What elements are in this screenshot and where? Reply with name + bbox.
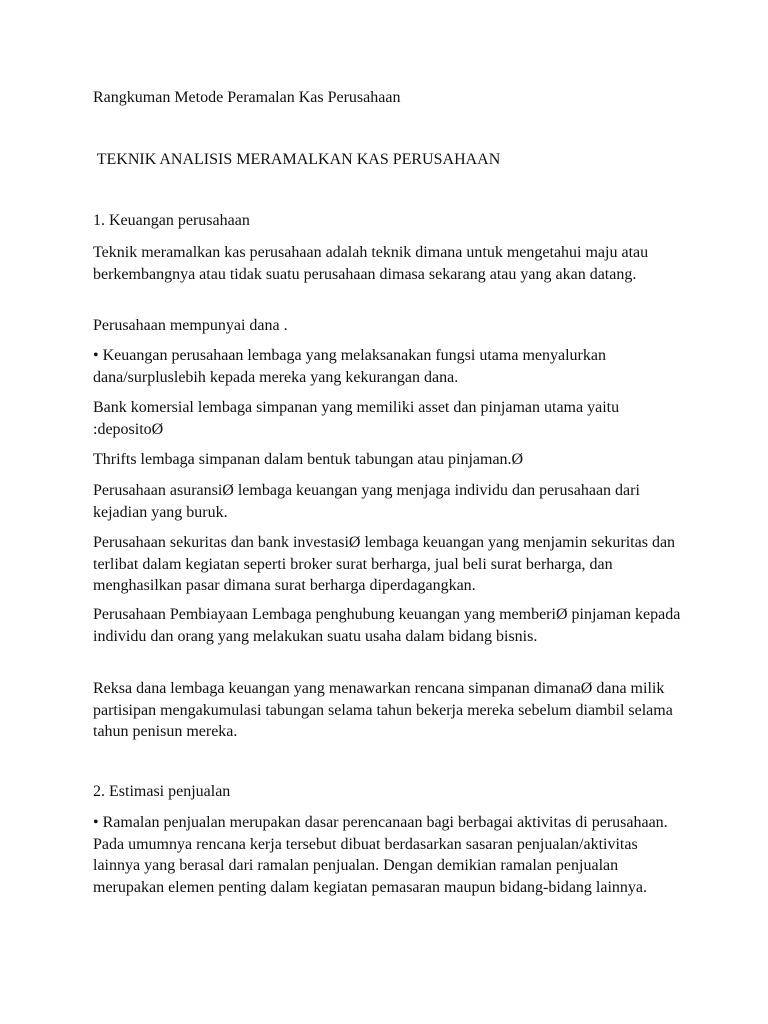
paragraph: Perusahaan mempunyai dana . xyxy=(93,317,288,334)
list-item: Perusahaan sekuritas dan bank investasiØ lembaga keuangan yang menjamin sekuritas dan terlibat dalam kegiatan seperti broker surat berharga, jual beli surat berharga, dan menghasilkan pasar dimana surat berharga diperdagangkan. xyxy=(93,534,676,594)
list-item: Perusahaan Pembiayaan Lembaga penghubung keuangan yang memberiØ pinjaman kepada individu dan orang yang melakukan suatu usaha dalam bidang bisnis. xyxy=(93,606,681,645)
section-heading: TEKNIK ANALISIS MERAMALKAN KAS PERUSAHAAN xyxy=(93,151,501,168)
list-item: Thrifts lembaga simpanan dalam bentuk tabungan atau pinjaman.Ø xyxy=(93,451,524,468)
list-item: Reksa dana lembaga keuangan yang menawarkan rencana simpanan dimanaØ dana milik partisipan mengakumulasi tabungan selama tahun bekerja mereka sebelum diambil selama tahun penisun mereka. xyxy=(93,680,673,740)
paragraph: Teknik meramalkan kas perusahaan adalah teknik dimana untuk mengetahui maju atau berkembangnya atau tidak suatu perusahaan dimasa sekarang atau yang akan datang. xyxy=(93,244,649,283)
section-2-title: 2. Estimasi penjualan xyxy=(93,783,231,800)
section-1-title: 1. Keuangan perusahaan xyxy=(93,212,250,229)
bullet-paragraph: • Keuangan perusahaan lembaga yang melaksanakan fungsi utama menyalurkan dana/surpluslebih kepada mereka yang kekurangan dana. xyxy=(93,347,606,386)
list-item: Bank komersial lembaga simpanan yang memiliki asset dan pinjaman utama yaitu :depositoØ xyxy=(93,399,620,438)
list-item: Perusahaan asuransiØ lembaga keuangan yang menjaga individu dan perusahaan dari kejadian yang buruk. xyxy=(93,482,640,521)
document-title: Rangkuman Metode Peramalan Kas Perusahaan xyxy=(93,89,401,106)
bullet-paragraph: • Ramalan penjualan merupakan dasar perencanaan bagi berbagai aktivitas di perusahaan. Pada umumnya rencana kerja tersebut dibuat berdasarkan sasaran penjualan/aktivitas lainnya yang berasal dari ramalan penjualan. Dengan demikian ramalan penjualan merupakan elemen penting dalam kegiatan pemasaran maupun bidang-bidang lainnya. xyxy=(93,814,668,896)
